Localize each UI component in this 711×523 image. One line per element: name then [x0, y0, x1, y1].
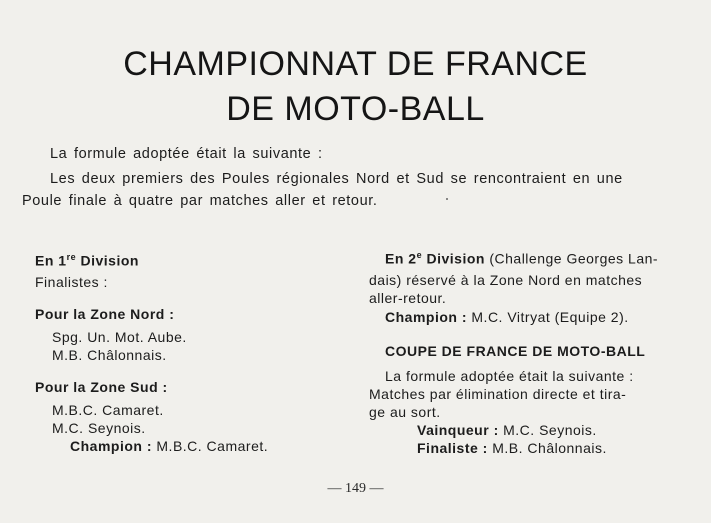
- division-2-heading-sup: e: [416, 250, 423, 260]
- coupe-finalist: [417, 440, 607, 456]
- intro-line-3: Poule finale à quatre par matches aller et retour.: [22, 193, 378, 209]
- coupe-winner-value: M.C. Seynois.: [503, 422, 597, 438]
- zone-sud-heading: Pour la Zone Sud :: [35, 379, 168, 395]
- division-1-champion-label: Champion :: [70, 438, 152, 454]
- zone-nord-club-1: Spg. Un. Mot. Aube.: [52, 329, 187, 345]
- division-1-heading-pre: En 1: [35, 252, 67, 269]
- division-1-heading-sup: re: [66, 252, 77, 262]
- division-2-heading-post: Division: [422, 250, 485, 267]
- division-2-heading-pre: En 2: [385, 250, 417, 267]
- page-title-line-2: DE MOTO-BALL: [226, 90, 485, 128]
- zone-sud-club-2: M.C. Seynois.: [52, 420, 146, 436]
- coupe-winner: [417, 422, 597, 438]
- division-2-champion: [385, 309, 629, 325]
- division-2-text-line-2: dais) réservé à la Zone Nord en matches: [369, 272, 643, 288]
- zone-nord-club-2: M.B. Châlonnais.: [52, 347, 167, 363]
- intro-line-2: Les deux premiers des Poules régionales Nord et Sud se rencontraient en une: [50, 171, 623, 187]
- page-number: — 149 —: [327, 481, 384, 496]
- page-title-line-1: CHAMPIONNAT DE FRANCE: [123, 45, 588, 83]
- division-1-champion: [70, 438, 268, 454]
- ink-speck: [446, 198, 448, 200]
- division-2-heading: [385, 250, 658, 267]
- division-1-heading-post: Division: [76, 252, 139, 269]
- coupe-text-line-3: ge au sort.: [369, 404, 441, 420]
- finalists-label: Finalistes :: [35, 274, 108, 290]
- intro-line-1: La formule adoptée était la suivante :: [50, 146, 323, 162]
- coupe-text-line-2: Matches par élimination directe et tira-: [369, 386, 627, 402]
- division-2-champion-value: M.C. Vitryat (Equipe 2).: [471, 309, 629, 325]
- division-2-text-line-1: (Challenge Georges Lan-: [484, 250, 659, 267]
- coupe-finalist-value: M.B. Châlonnais.: [492, 440, 607, 456]
- division-2-text-line-3: aller-retour.: [369, 290, 447, 306]
- zone-sud-club-1: M.B.C. Camaret.: [52, 402, 164, 418]
- coupe-heading: COUPE DE FRANCE DE MOTO-BALL: [385, 343, 646, 359]
- division-1-champion-value: M.B.C. Camaret.: [156, 438, 269, 454]
- division-1-heading: [35, 252, 139, 269]
- coupe-finalist-label: Finaliste :: [417, 440, 488, 456]
- coupe-text-line-1: La formule adoptée était la suivante :: [385, 368, 634, 384]
- zone-nord-heading: Pour la Zone Nord :: [35, 306, 175, 322]
- coupe-winner-label: Vainqueur :: [417, 422, 499, 438]
- division-2-champion-label: Champion :: [385, 309, 467, 325]
